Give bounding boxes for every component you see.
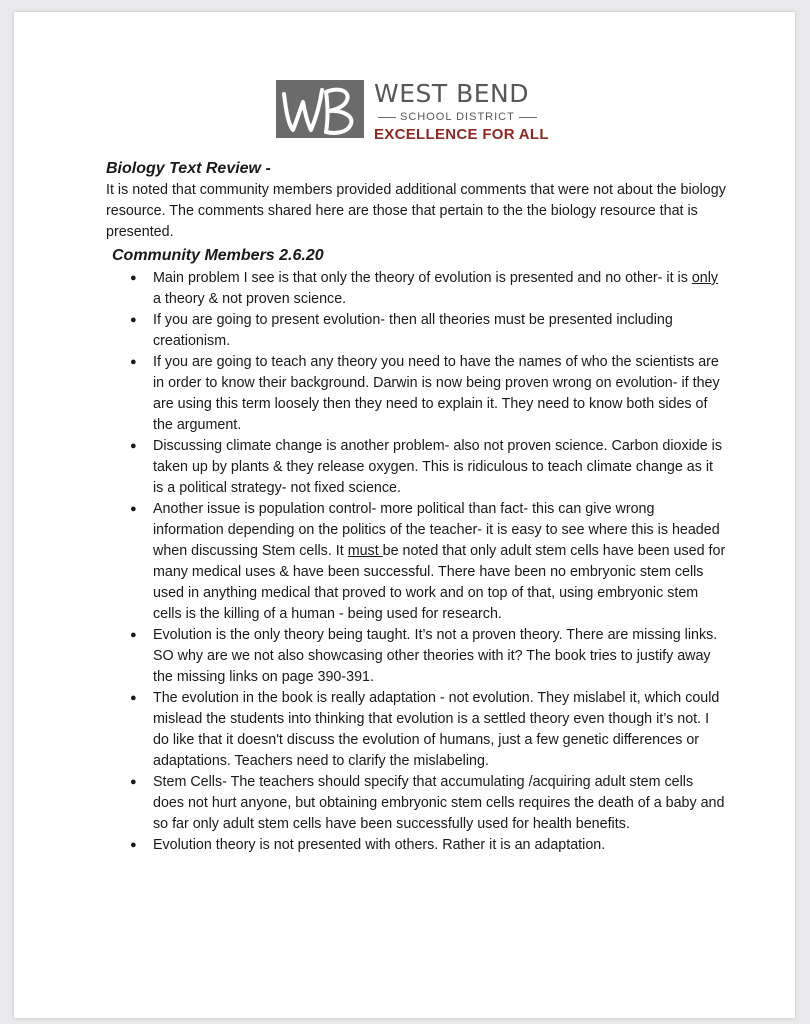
comment-text-continued: a theory & not proven science. (153, 291, 347, 307)
comment-emphasis: must (347, 543, 383, 559)
comment-text: If you are going to teach any theory you need to have the names of who the scientists are in order to know their background. Darwin is now being proven wrong on evolution- if they are using this term loosely then they need to explain it. They need to know both sides of the argument. (153, 354, 720, 433)
logo-district: SCHOOL DISTRICT (374, 111, 541, 123)
document-title: Biology Text Review - (106, 160, 271, 177)
comment-text: Evolution theory is not presented with others. Rather it is an adaptation. (153, 837, 606, 853)
comment-text: Another issue is population control- more political than fact- this can give wrong information depending on the politics of the teacher- it is easy to see where this is headed when discussing Stem cells. It (153, 501, 720, 559)
comment-text: The evolution in the book is really adaptation - not evolution. They mislabel it, which could mislead the students into thinking that evolution is a settled theory even though it’s not. I do like that it doesn't discuss the evolution of humans, just a few genetic differences or adaptations. Teachers need to clarify the mislabeling. (153, 690, 720, 769)
comment-emphasis: only (691, 270, 719, 286)
document-body (106, 158, 726, 856)
bullet-icon: ● (130, 356, 137, 368)
comment-item (106, 688, 726, 772)
bullet-icon: ● (130, 272, 137, 284)
comment-item (106, 352, 726, 436)
wb-monogram-icon (276, 80, 364, 138)
comment-item (106, 436, 726, 499)
comment-text-continued: be noted that only adult stem cells have been used for many medical uses & have been successful. There have been no embryonic stem cells used in anything medical that proved to work and on top of that, using embryonic stem cells is the killing of a human - being used for research. (153, 543, 726, 622)
comment-item (106, 625, 726, 688)
bullet-icon: ● (130, 692, 137, 704)
comment-text: Discussing climate change is another problem- also not proven science. Carbon dioxide is taken up by plants & they release oxygen. This is ridiculous to teach climate change as it is a political strategy- not fixed science. (153, 438, 722, 496)
comment-item (106, 310, 726, 352)
comment-text: Stem Cells- The teachers should specify that accumulating /acquiring adult stem cells does not hurt anyone, but obtaining embryonic stem cells requires the death of a baby and so far only adult stem cells have been successfully used for health benefits. (153, 774, 725, 832)
comment-item (106, 772, 726, 835)
bullet-icon: ● (130, 503, 137, 515)
comment-item (106, 835, 726, 856)
district-logo (276, 79, 549, 152)
bullet-icon: ● (130, 776, 137, 788)
bullet-icon: ● (130, 314, 137, 326)
bullet-icon: ● (130, 839, 137, 851)
logo-name: WEST BEND (374, 79, 530, 108)
comment-item (106, 268, 726, 310)
document-page (14, 12, 795, 1018)
bullet-icon: ● (130, 629, 137, 641)
logo-tagline: EXCELLENCE FOR ALL (374, 126, 549, 143)
bullet-icon: ● (130, 440, 137, 452)
comment-text: Main problem I see is that only the theory of evolution is presented and no other- it is (153, 270, 692, 286)
comment-list (106, 268, 726, 856)
wb-monogram-logo (276, 80, 364, 138)
comment-item (106, 499, 726, 625)
comment-text: If you are going to present evolution- then all theories must be presented including creationism. (153, 312, 673, 349)
comment-text: Evolution is the only theory being taught. It’s not a proven theory. There are missing links. SO why are we not also showcasing other theories with it? The book tries to justify away the missing links on page 390-391. (153, 627, 718, 685)
document-intro: It is noted that community members provided additional comments that were not about the biology resource. The comments shared here are those that pertain to the the biology resource that is presented. (106, 182, 726, 240)
section-subtitle: Community Members 2.6.20 (112, 247, 324, 264)
